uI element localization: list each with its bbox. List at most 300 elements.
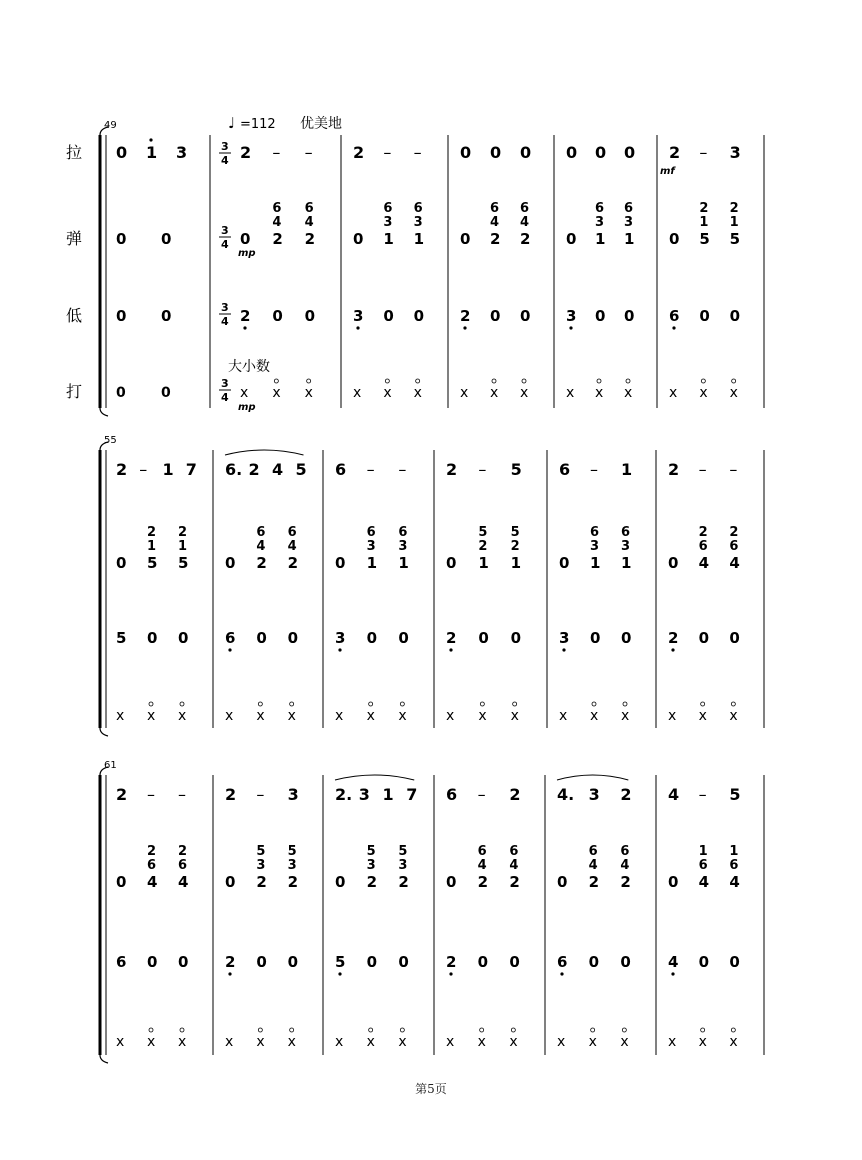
note-da: x: [668, 1034, 677, 1050]
note-la: 0: [595, 143, 607, 162]
accent-circle: [307, 379, 311, 383]
chord-top-note: 2: [178, 844, 188, 859]
note-da: x: [287, 1034, 296, 1050]
note-di: 0: [147, 953, 158, 971]
note-tan: 1: [478, 554, 489, 572]
note-tan: 0: [335, 873, 346, 891]
chord-top-note: 5: [287, 844, 297, 859]
chord-mid-note: 3: [590, 539, 600, 554]
chord-mid-note: 3: [398, 539, 408, 554]
note-da: x: [460, 385, 469, 401]
accent-circle: [592, 702, 596, 706]
note-la: –: [699, 143, 708, 162]
chord-mid-note: 4: [509, 858, 519, 873]
note-di: 0: [729, 629, 740, 647]
note-la: 2: [446, 460, 458, 479]
note-da: x: [446, 1034, 455, 1050]
note-di: 0: [413, 307, 425, 325]
note-di: 0: [520, 307, 531, 325]
note-di: 0: [161, 307, 172, 325]
accent-circle: [400, 1028, 404, 1032]
note-da: x: [698, 1034, 707, 1050]
note-di: 0: [287, 629, 299, 647]
slur: [335, 775, 414, 780]
note-tan: 2: [287, 554, 299, 572]
accent-circle: [290, 702, 294, 706]
note-di: 6: [557, 953, 568, 971]
note-tan: 0: [460, 230, 471, 248]
chord-mid-note: 6: [729, 539, 739, 554]
note-la: 4: [668, 785, 680, 804]
note-la: 2: [353, 143, 365, 162]
note-la: –: [477, 785, 486, 804]
note-la: 3: [358, 785, 370, 804]
note-da: x: [147, 1034, 156, 1050]
low-octave-dot: [672, 326, 675, 329]
note-tan: 5: [699, 230, 710, 248]
accent-circle: [290, 1028, 294, 1032]
octave-dot: [149, 138, 152, 141]
note-la: –: [729, 460, 738, 479]
note-da: x: [335, 708, 344, 724]
note-tan: 0: [116, 230, 127, 248]
low-octave-dot: [562, 648, 565, 651]
slur: [557, 775, 628, 780]
instrument-label-0: 拉: [66, 143, 83, 162]
chord-mid-note: 4: [588, 858, 598, 873]
note-tan: 1: [383, 230, 394, 248]
note-da: x: [178, 708, 187, 724]
accent-circle: [385, 379, 389, 383]
note-di: 0: [595, 307, 606, 325]
note-da: x: [225, 708, 234, 724]
note-tan: 2: [477, 873, 489, 891]
note-di: 0: [509, 953, 520, 971]
note-da: x: [669, 385, 678, 401]
note-la: 7: [406, 785, 418, 804]
note-tan: 0: [240, 230, 251, 248]
note-tan: 2: [256, 554, 267, 572]
chord-mid-note: 4: [620, 858, 630, 873]
note-da: 0: [116, 385, 126, 401]
chord-mid-note: 3: [383, 215, 393, 230]
dynamic-mf: mf: [660, 166, 675, 177]
note-da: 0: [161, 385, 171, 401]
note-tan: 1: [413, 230, 425, 248]
accent-circle: [731, 1028, 735, 1032]
low-octave-dot: [338, 648, 341, 651]
note-tan: 5: [178, 554, 189, 572]
note-la: 0: [520, 143, 532, 162]
note-di: 0: [588, 953, 600, 971]
note-la: 5: [295, 460, 307, 479]
chord-mid-note: 3: [398, 858, 408, 873]
chord-top-note: 2: [729, 201, 739, 216]
note-tan: 0: [225, 554, 236, 572]
note-la: 0: [460, 143, 472, 162]
low-octave-dot: [228, 972, 231, 975]
note-la: 0: [116, 143, 128, 162]
accent-circle: [369, 1028, 373, 1032]
accent-circle: [369, 702, 373, 706]
note-di: 3: [559, 629, 570, 647]
measure-number: 55: [104, 435, 117, 446]
note-tan: 2: [398, 873, 409, 891]
chord-mid-note: 3: [287, 858, 297, 873]
chord-mid-note: 4: [477, 858, 487, 873]
note-di: 5: [116, 629, 127, 647]
chord-mid-note: 4: [256, 539, 266, 554]
note-la: –: [698, 785, 707, 804]
note-la: 4.: [557, 785, 575, 804]
note-di: 3: [335, 629, 346, 647]
note-la: 6: [446, 785, 458, 804]
note-di: 0: [383, 307, 394, 325]
note-da: x: [490, 385, 499, 401]
note-la: 6.: [225, 460, 243, 479]
note-la: 2: [225, 785, 237, 804]
note-la: 0: [490, 143, 502, 162]
note-la: –: [147, 785, 155, 804]
note-da: x: [520, 385, 529, 401]
note-da: x: [698, 708, 707, 724]
note-di: 0: [366, 629, 378, 647]
chord-top-note: 5: [256, 844, 266, 859]
note-tan: 0: [446, 554, 457, 572]
note-tan: 0: [353, 230, 364, 248]
note-la: –: [698, 460, 707, 479]
time-sig-top: 3: [221, 140, 229, 153]
chord-top-note: 6: [413, 201, 423, 216]
note-di: 0: [590, 629, 601, 647]
accent-circle: [180, 1028, 184, 1032]
chord-mid-note: 2: [478, 539, 488, 554]
note-da: x: [366, 708, 375, 724]
note-la: –: [398, 460, 407, 479]
note-di: 2: [240, 307, 251, 325]
chord-top-note: 6: [477, 844, 487, 859]
note-di: 6: [116, 953, 127, 971]
note-tan: 2: [304, 230, 316, 248]
time-sig-top: 3: [221, 377, 229, 390]
chord-mid-note: 1: [178, 539, 188, 554]
dynamic-mp-tan: mp: [238, 248, 256, 259]
note-la: 2: [669, 143, 681, 162]
note-da: x: [147, 708, 156, 724]
time-sig-bottom: 4: [221, 315, 229, 328]
chord-mid-note: 4: [287, 539, 297, 554]
note-tan: 5: [729, 230, 741, 248]
note-tan: 1: [366, 554, 378, 572]
note-tan: 2: [620, 873, 631, 891]
accent-circle: [511, 1028, 515, 1032]
note-la: –: [413, 143, 422, 162]
chord-top-note: 2: [729, 525, 739, 540]
low-octave-dot: [560, 972, 563, 975]
note-tan: 2: [272, 230, 283, 248]
note-da: x: [699, 385, 708, 401]
note-di: 3: [353, 307, 364, 325]
note-di: 0: [256, 629, 267, 647]
note-la: 6: [335, 460, 347, 479]
chord-top-note: 6: [621, 525, 631, 540]
note-di: 2: [446, 953, 457, 971]
note-di: 5: [335, 953, 346, 971]
accent-circle: [274, 379, 278, 383]
note-di: 0: [624, 307, 635, 325]
chord-top-note: 2: [147, 844, 157, 859]
chord-top-note: 2: [698, 525, 708, 540]
accent-circle: [701, 379, 705, 383]
note-la: –: [272, 143, 281, 162]
note-di: 0: [287, 953, 299, 971]
chord-mid-note: 3: [366, 539, 376, 554]
note-di: 0: [621, 629, 632, 647]
note-tan: 2: [287, 873, 299, 891]
note-la: 2: [116, 785, 128, 804]
note-tan: 1: [595, 230, 606, 248]
note-tan: 1: [621, 554, 632, 572]
note-tan: 0: [161, 230, 172, 248]
note-la: –: [256, 785, 265, 804]
note-di: 0: [699, 307, 710, 325]
chord-mid-note: 3: [624, 215, 634, 230]
note-la: –: [478, 460, 487, 479]
note-di: 0: [620, 953, 631, 971]
low-octave-dot: [228, 648, 231, 651]
note-la: 2: [668, 460, 680, 479]
note-tan: 0: [446, 873, 457, 891]
chord-top-note: 6: [304, 201, 314, 216]
chord-mid-note: 3: [595, 215, 605, 230]
low-octave-dot: [338, 972, 341, 975]
note-da: x: [225, 1034, 234, 1050]
chord-top-note: 1: [698, 844, 708, 859]
note-tan: 1: [510, 554, 522, 572]
note-tan: 0: [566, 230, 577, 248]
note-tan: 0: [668, 554, 679, 572]
chord-mid-note: 1: [699, 215, 709, 230]
bracket-bottom-hook: [100, 1055, 108, 1063]
note-da: x: [413, 385, 422, 401]
note-di: 2: [668, 629, 679, 647]
note-di: 6: [225, 629, 236, 647]
note-la: 2: [240, 143, 252, 162]
note-da: x: [304, 385, 313, 401]
accent-circle: [480, 1028, 484, 1032]
chord-mid-note: 4: [490, 215, 500, 230]
accent-circle: [180, 702, 184, 706]
accent-circle: [622, 1028, 626, 1032]
note-la: –: [366, 460, 375, 479]
note-la: –: [383, 143, 392, 162]
chord-top-note: 6: [366, 525, 376, 540]
note-di: 0: [256, 953, 267, 971]
accent-circle: [701, 1028, 705, 1032]
low-octave-dot: [449, 648, 452, 651]
measure-number: 49: [104, 120, 117, 131]
note-da: x: [478, 708, 487, 724]
accent-circle: [258, 1028, 262, 1032]
note-da: x: [588, 1034, 597, 1050]
note-la: 1: [382, 785, 394, 804]
accent-circle: [731, 702, 735, 706]
note-tan: 4: [729, 554, 740, 572]
note-la: 1: [162, 460, 174, 479]
note-la: 4: [272, 460, 284, 479]
note-tan: 0: [668, 873, 679, 891]
note-da: x: [446, 708, 455, 724]
note-tan: 4: [178, 873, 189, 891]
chord-top-note: 6: [520, 201, 530, 216]
note-da: x: [398, 708, 407, 724]
tempo-value: =112: [240, 117, 276, 132]
low-octave-dot: [671, 972, 674, 975]
note-da: x: [353, 385, 362, 401]
note-tan: 0: [557, 873, 568, 891]
note-di: 0: [398, 629, 409, 647]
note-di: 0: [510, 629, 522, 647]
accent-circle: [149, 1028, 153, 1032]
chord-top-note: 6: [595, 201, 605, 216]
note-la: 6: [559, 460, 571, 479]
chord-mid-note: 4: [520, 215, 530, 230]
note-la: 2: [620, 785, 632, 804]
note-di: 3: [566, 307, 577, 325]
note-tan: 1: [590, 554, 601, 572]
note-da: x: [178, 1034, 187, 1050]
bracket-bottom-hook: [100, 408, 108, 416]
accent-circle: [626, 379, 630, 383]
chord-top-note: 6: [287, 525, 297, 540]
note-da: x: [590, 708, 599, 724]
note-tan: 0: [335, 554, 346, 572]
note-da: x: [624, 385, 633, 401]
chord-mid-note: 6: [147, 858, 157, 873]
note-da: x: [383, 385, 392, 401]
note-di: 0: [698, 629, 710, 647]
low-octave-dot: [671, 648, 674, 651]
note-la: 2: [116, 460, 128, 479]
chord-mid-note: 3: [413, 215, 423, 230]
time-sig-bottom: 4: [221, 391, 229, 404]
note-da: x: [566, 385, 575, 401]
note-tan: 0: [116, 873, 127, 891]
note-la: 2.: [335, 785, 353, 804]
note-la: 5: [729, 785, 741, 804]
low-octave-dot: [569, 326, 572, 329]
chord-mid-note: 1: [147, 539, 157, 554]
note-tan: 4: [698, 873, 710, 891]
accent-circle: [480, 702, 484, 706]
note-la: –: [590, 460, 598, 479]
chord-top-note: 1: [729, 844, 739, 859]
accent-circle: [416, 379, 420, 383]
chord-top-note: 6: [490, 201, 500, 216]
accent-circle: [591, 1028, 595, 1032]
note-da: x: [477, 1034, 486, 1050]
note-da: x: [729, 385, 738, 401]
chord-mid-note: 6: [178, 858, 188, 873]
note-la: 0: [566, 143, 578, 162]
accent-circle: [597, 379, 601, 383]
note-di: 0: [698, 953, 710, 971]
note-di: 2: [446, 629, 457, 647]
note-da: x: [256, 708, 265, 724]
note-di: 0: [490, 307, 501, 325]
note-tan: 5: [147, 554, 158, 572]
note-da: x: [240, 385, 249, 401]
chord-top-note: 5: [398, 844, 408, 859]
note-la: 1: [146, 143, 158, 162]
tempo-expression: 优美地: [300, 116, 342, 132]
low-octave-dot: [449, 972, 452, 975]
accent-circle: [149, 702, 153, 706]
note-tan: 0: [116, 554, 127, 572]
note-di: 4: [668, 953, 679, 971]
note-tan: 1: [624, 230, 635, 248]
note-la: 2: [248, 460, 260, 479]
low-octave-dot: [463, 326, 466, 329]
chord-top-note: 2: [178, 525, 188, 540]
note-da: x: [559, 708, 568, 724]
note-da: x: [729, 708, 738, 724]
instrument-label-2: 低: [66, 306, 83, 325]
chord-top-note: 2: [147, 525, 157, 540]
note-la: 7: [185, 460, 197, 479]
note-di: 0: [147, 629, 158, 647]
note-tan: 2: [520, 230, 531, 248]
chord-top-note: 5: [478, 525, 488, 540]
instrument-label-3: 打: [66, 382, 83, 401]
accent-circle: [492, 379, 496, 383]
accent-circle: [400, 702, 404, 706]
chord-mid-note: 2: [510, 539, 520, 554]
chord-top-note: 6: [509, 844, 519, 859]
accent-circle: [513, 702, 517, 706]
dynamic-mp-da: mp: [238, 402, 256, 413]
note-di: 0: [272, 307, 283, 325]
chord-top-note: 6: [272, 201, 282, 216]
note-tan: 4: [698, 554, 710, 572]
note-la: –: [178, 785, 186, 804]
chord-mid-note: 4: [272, 215, 282, 230]
note-da: x: [620, 1034, 629, 1050]
chord-top-note: 6: [256, 525, 266, 540]
note-la: 3: [729, 143, 741, 162]
note-da: x: [366, 1034, 375, 1050]
tempo-note-icon: ♩: [228, 114, 236, 132]
slur: [225, 450, 304, 455]
note-la: 3: [287, 785, 299, 804]
page-number: 第5页: [415, 1082, 447, 1096]
note-da: x: [621, 708, 630, 724]
note-da: x: [668, 708, 677, 724]
note-di: 0: [477, 953, 489, 971]
chord-mid-note: 1: [729, 215, 739, 230]
note-tan: 0: [225, 873, 236, 891]
note-tan: 0: [669, 230, 680, 248]
note-di: 2: [460, 307, 471, 325]
time-sig-bottom: 4: [221, 238, 229, 251]
note-da: x: [398, 1034, 407, 1050]
note-la: 3: [176, 143, 188, 162]
chord-mid-note: 6: [698, 858, 708, 873]
accent-circle: [522, 379, 526, 383]
note-la: 2: [509, 785, 521, 804]
note-da: x: [595, 385, 604, 401]
chord-top-note: 6: [620, 844, 630, 859]
